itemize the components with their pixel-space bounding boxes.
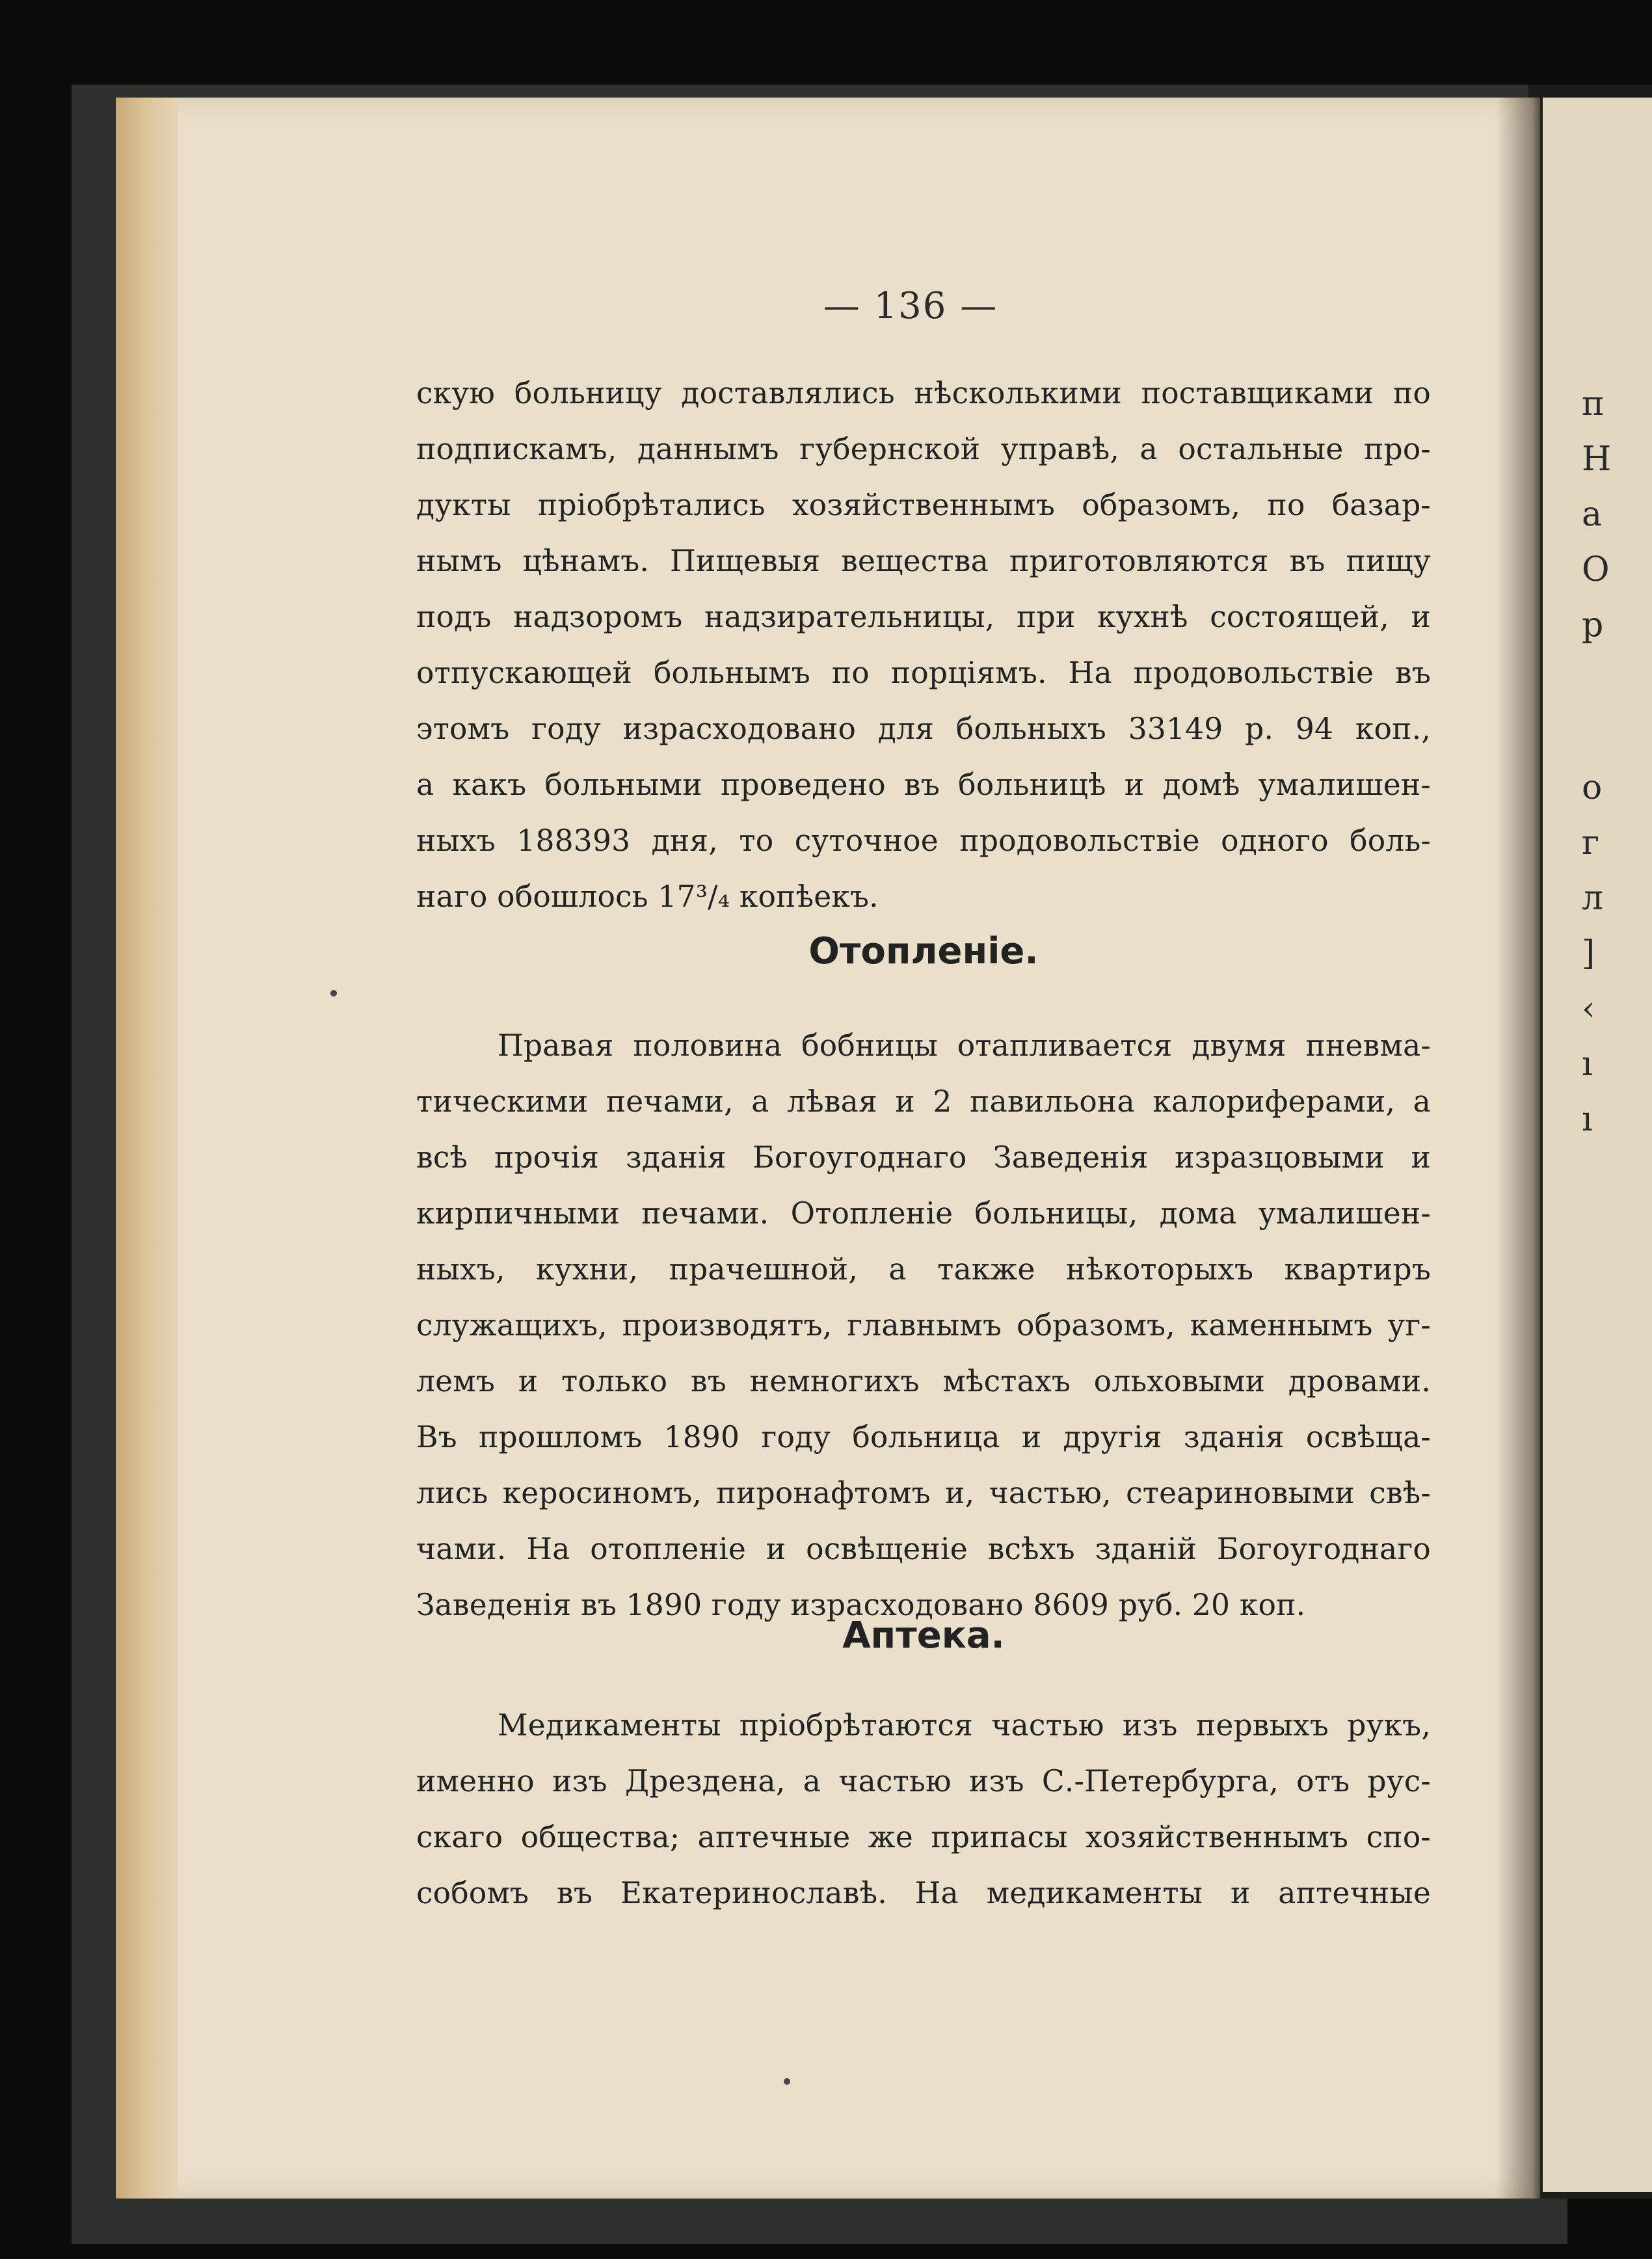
text-line: Правая половина бобницы отапливается двумя пневма- <box>498 1028 1431 1063</box>
text-line: скую больницу доставлялись нѣсколькими поставщиками по <box>416 376 1431 410</box>
text-line: тическими печами, а лѣвая и 2 павильона калориферами, а <box>416 1084 1431 1119</box>
text-line: Въ прошломъ 1890 году больница и другія зданія освѣща- <box>416 1420 1431 1454</box>
text-line: наго обошлось 17³/₄ копѣекъ. <box>416 879 879 914</box>
ink-speck <box>784 2078 790 2085</box>
facing-page-fragment: п <box>1582 384 1605 423</box>
facing-page-fragment: ı <box>1582 1045 1593 1084</box>
facing-page-fragment: р <box>1582 606 1604 645</box>
text-line: этомъ году израсходовано для больныхъ 33149 р. 94 коп., <box>416 712 1431 746</box>
text-line: именно изъ Дрездена, а частью изъ С.-Петербурга, отъ рус- <box>416 1764 1431 1798</box>
page-number: — 136 — <box>823 285 998 327</box>
facing-page-fragment: Н <box>1582 440 1612 479</box>
text-line: всѣ прочія зданія Богоугоднаго Заведенія изразцовыми и <box>416 1140 1431 1175</box>
ink-speck <box>330 990 337 996</box>
facing-page-fragment: ‹ <box>1582 989 1595 1028</box>
text-line: лемъ и только въ немногихъ мѣстахъ ольховыми дровами. <box>416 1364 1431 1398</box>
text-line: Заведенія въ 1890 году израсходовано 8609 руб. 20 коп. <box>416 1588 1306 1622</box>
text-line: дукты пріобрѣтались хозяйственнымъ образомъ, по базар- <box>416 488 1431 522</box>
facing-page-fragment: О <box>1582 550 1610 589</box>
text-line: отпускающей больнымъ по порціямъ. На продовольствіе въ <box>416 656 1431 690</box>
facing-page-fragment: л <box>1582 879 1604 918</box>
text-line: Медикаменты пріобрѣтаются частью изъ первыхъ рукъ, <box>498 1708 1431 1743</box>
facing-page-fragment: о <box>1582 768 1603 807</box>
text-line: подпискамъ, даннымъ губернской управѣ, а остальные про- <box>416 432 1431 466</box>
section-heading-pharmacy: Аптека. <box>842 1614 1005 1657</box>
book-gutter <box>1496 98 1548 2199</box>
page-edge-stack <box>116 98 178 2199</box>
section-heading-heating: Отопленіе. <box>808 930 1039 972</box>
text-line: лись керосиномъ, пиронафтомъ и, частью, стеариновыми свѣ- <box>416 1476 1431 1510</box>
facing-page-fragment: ı <box>1582 1100 1593 1139</box>
text-line: собомъ въ Екатеринославѣ. На медикаменты и аптечные <box>416 1876 1431 1910</box>
paragraph-food-supply <box>416 366 1431 925</box>
text-line: чами. На отопленіе и освѣщеніе всѣхъ зданій Богоугоднаго <box>416 1532 1431 1566</box>
text-line: скаго общества; аптечные же припасы хозяйственнымъ спо- <box>416 1820 1431 1854</box>
text-line: ныхъ, кухни, прачешной, а также нѣкоторыхъ квартиръ <box>416 1252 1431 1287</box>
paragraph-pharmacy <box>416 1698 1431 1921</box>
text-line: ныхъ 188393 дня, то суточное продовольствіе одного боль- <box>416 823 1431 858</box>
facing-page-fragment: а <box>1582 495 1603 534</box>
facing-page-fragment: г <box>1582 823 1600 862</box>
paragraph-heating <box>416 1018 1431 1633</box>
text-line: нымъ цѣнамъ. Пищевыя вещества приготовляются въ пищу <box>416 544 1431 578</box>
text-line: а какъ больными проведено въ больницѣ и домѣ умалишен- <box>416 768 1431 802</box>
facing-page-fragment: ] <box>1582 934 1595 973</box>
text-line: кирпичными печами. Отопленіе больницы, дома умалишен- <box>416 1196 1431 1231</box>
facing-page <box>1543 98 1652 2192</box>
text-line: подъ надзоромъ надзирательницы, при кухнѣ состоящей, и <box>416 600 1431 634</box>
text-line: служащихъ, производятъ, главнымъ образомъ, каменнымъ уг- <box>416 1308 1431 1343</box>
